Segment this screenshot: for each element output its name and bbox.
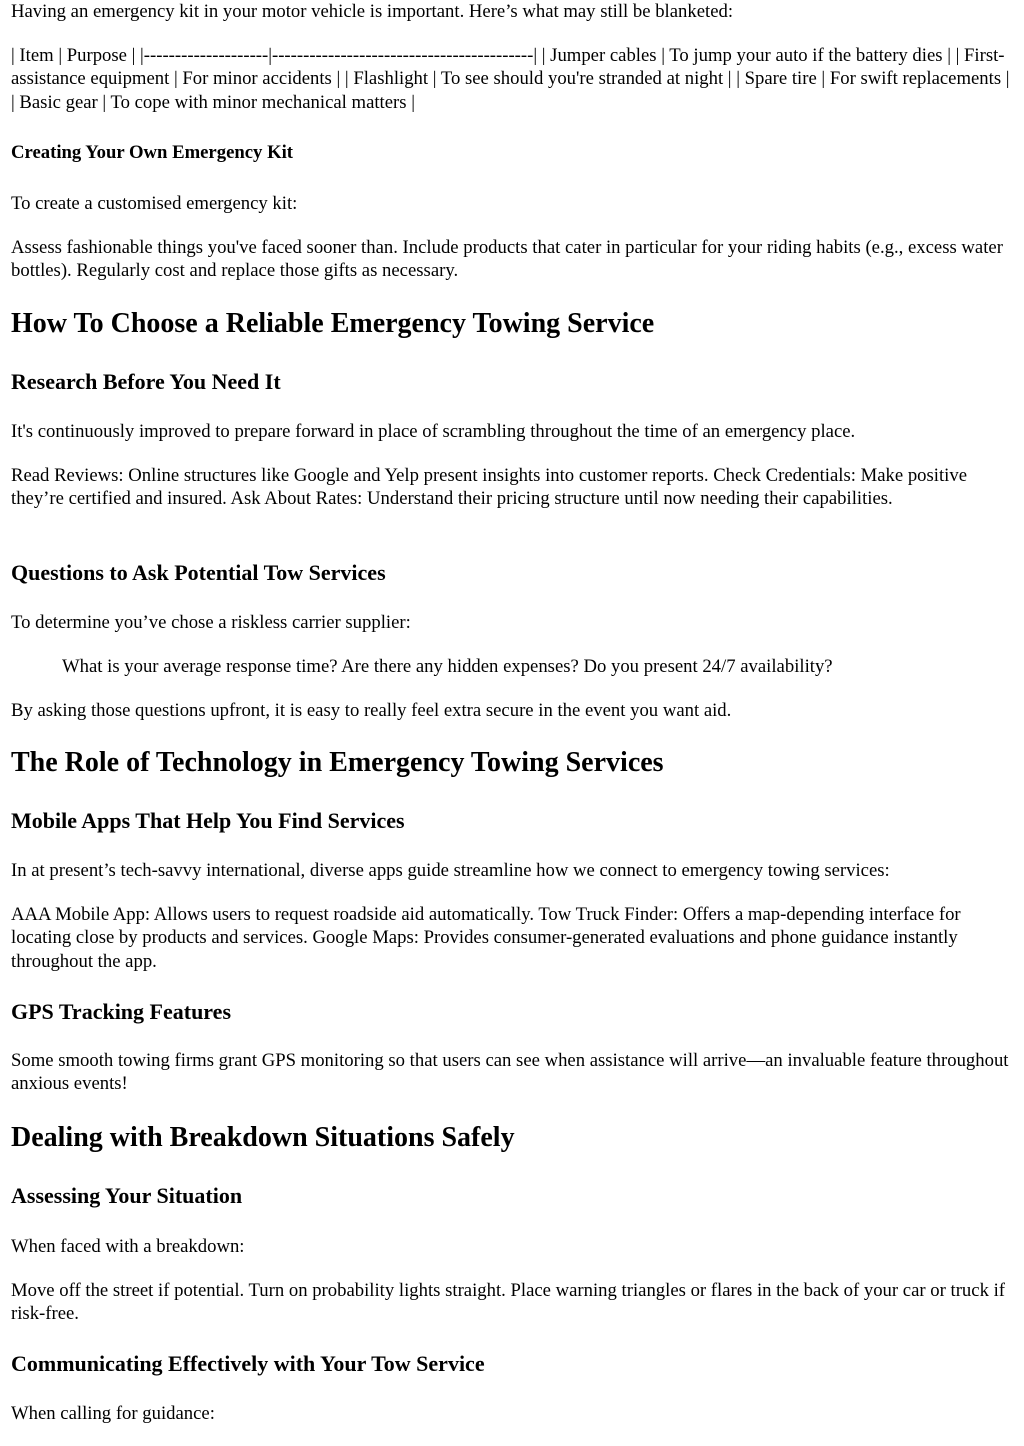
gps-heading: GPS Tracking Features: [11, 999, 231, 1024]
mobile-apps-body: AAA Mobile App: Allows users to request roadside aid automatically. Tow Truck Finder: Offers a map-depending interface for locating close by products and services. Google Maps: Provides consumer-generated evaluations and phone guidance instantly throughout the app.: [11, 904, 961, 972]
questions-heading: Questions to Ask Potential Tow Services: [11, 560, 386, 585]
research-heading: Research Before You Need It: [11, 369, 281, 394]
creating-kit-lead: To create a customised emergency kit:: [11, 193, 298, 214]
questions-close: By asking those questions upfront, it is easy to really feel extra secure in the event you want aid.: [11, 700, 732, 721]
emergency-kit-table-text: | Item | Purpose | |--------------------|------------------------------------------| | Jumper cables | To jump your auto if the battery dies | | First-assistance equipment | For minor accidents | | Flashlight | To see should you're stranded at night | | Spare tire | For swift replacements | | Basic gear | To cope with minor mechanical matters |: [11, 45, 1010, 113]
technology-heading: The Role of Technology in Emergency Towing Services: [11, 747, 664, 778]
research-body: Read Reviews: Online structures like Google and Yelp present insights into customer reports. Check Credentials: Make positive they’re certified and insured. Ask About Rates: Understand their pricing structure until now needing their capabilities.: [11, 465, 967, 510]
creating-kit-body: Assess fashionable things you've faced sooner than. Include products that cater in particular for your riding habits (e.g., excess water bottles). Regularly cost and replace those gifts as necessary.: [11, 237, 1003, 282]
gps-body: Some smooth towing firms grant GPS monitoring so that users can see when assistance will arrive—an invaluable feature throughout anxious events!: [11, 1050, 1009, 1095]
assessing-body: Move off the street if potential. Turn on probability lights straight. Place warning triangles or flares in the back of your car or truck if risk-free.: [11, 1280, 1006, 1325]
choose-service-heading: How To Choose a Reliable Emergency Towing Service: [11, 308, 655, 339]
creating-kit-heading: Creating Your Own Emergency Kit: [11, 142, 294, 163]
communicating-lead: When calling for guidance:: [11, 1403, 215, 1424]
assessing-heading: Assessing Your Situation: [11, 1183, 243, 1208]
mobile-apps-heading: Mobile Apps That Help You Find Services: [11, 808, 405, 833]
questions-quote: What is your average response time? Are there any hidden expenses? Do you present 24/7 availability?: [62, 656, 833, 677]
intro-paragraph: Having an emergency kit in your motor vehicle is important. Here’s what may still be blanketed:: [11, 1, 734, 22]
assessing-lead: When faced with a breakdown:: [11, 1236, 245, 1257]
communicating-heading: Communicating Effectively with Your Tow Service: [11, 1351, 485, 1376]
breakdown-heading: Dealing with Breakdown Situations Safely: [11, 1122, 515, 1153]
mobile-apps-lead: In at present’s tech-savvy international, diverse apps guide streamline how we connect to emergency towing services:: [11, 860, 890, 881]
questions-lead: To determine you’ve chose a riskless carrier supplier:: [11, 612, 411, 633]
research-lead: It's continuously improved to prepare forward in place of scrambling throughout the time of an emergency place.: [11, 421, 856, 442]
